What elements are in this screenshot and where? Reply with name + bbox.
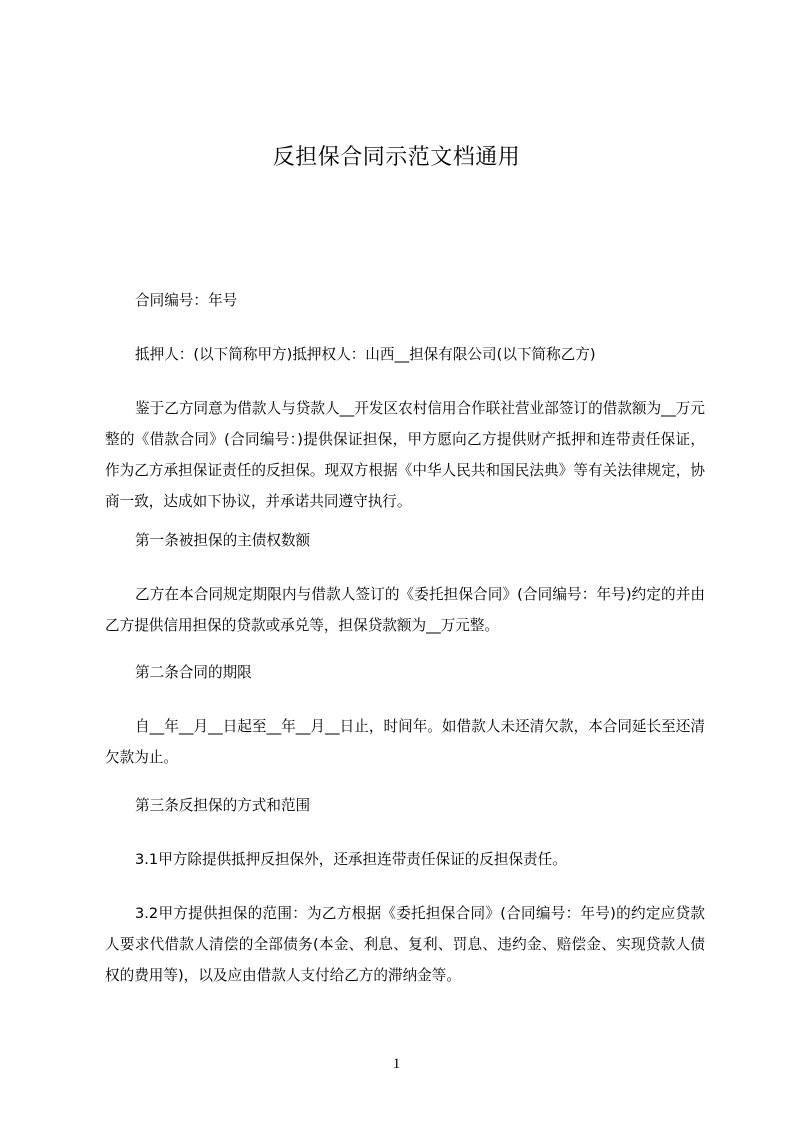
page-number: 1 — [392, 1056, 401, 1072]
parties-line: 抵押人：(以下简称甲方)抵押权人：山西__担保有限公司(以下简称乙方) — [135, 346, 596, 363]
article-2-heading: 第二条合同的期限 — [135, 664, 252, 681]
article-2-body: 自__年__月__日起至__年__月__日止，时间年。如借款人未还清欠款，本合同延长至还清欠款为止。 — [105, 718, 705, 766]
article-3-heading: 第三条反担保的方式和范围 — [135, 797, 311, 814]
contract-number-line: 合同编号：年号 — [135, 292, 238, 309]
document-title: 反担保合同示范文档通用 — [272, 145, 521, 170]
article-1-body: 乙方在本合同规定期限内与借款人签订的《委托担保合同》(合同编号：年号)约定的并由乙方提供信用担保的贷款或承兑等，担保贷款额为__万元整。 — [105, 586, 705, 634]
clause-3-1: 3.1甲方除提供抵押反担保外，还承担连带责任保证的反担保责任。 — [135, 851, 567, 868]
article-1-heading: 第一条被担保的主债权数额 — [135, 532, 311, 549]
clause-3-2: 3.2甲方提供担保的范围：为乙方根据《委托担保合同》(合同编号：年号)的约定应贷款人要求代借款人清偿的全部债务(本金、利息、复利、罚息、违约金、赔偿金、实现贷款人债权的费用等)，以及应由借款人支付给乙方的滞纳金等。 — [105, 905, 705, 984]
preamble-paragraph: 鉴于乙方同意为借款人与贷款人__开发区农村信用合作联社营业部签订的借款额为__万元整的《借款合同》(合同编号：)提供保证担保，甲方愿向乙方提供财产抵押和连带责任保证，作为乙方承担保证责任的反担保。现双方根据《中华人民共和国民法典》等有关法律规定，协商一致，达成如下协议，并承诺共同遵守执行。 — [105, 400, 705, 510]
